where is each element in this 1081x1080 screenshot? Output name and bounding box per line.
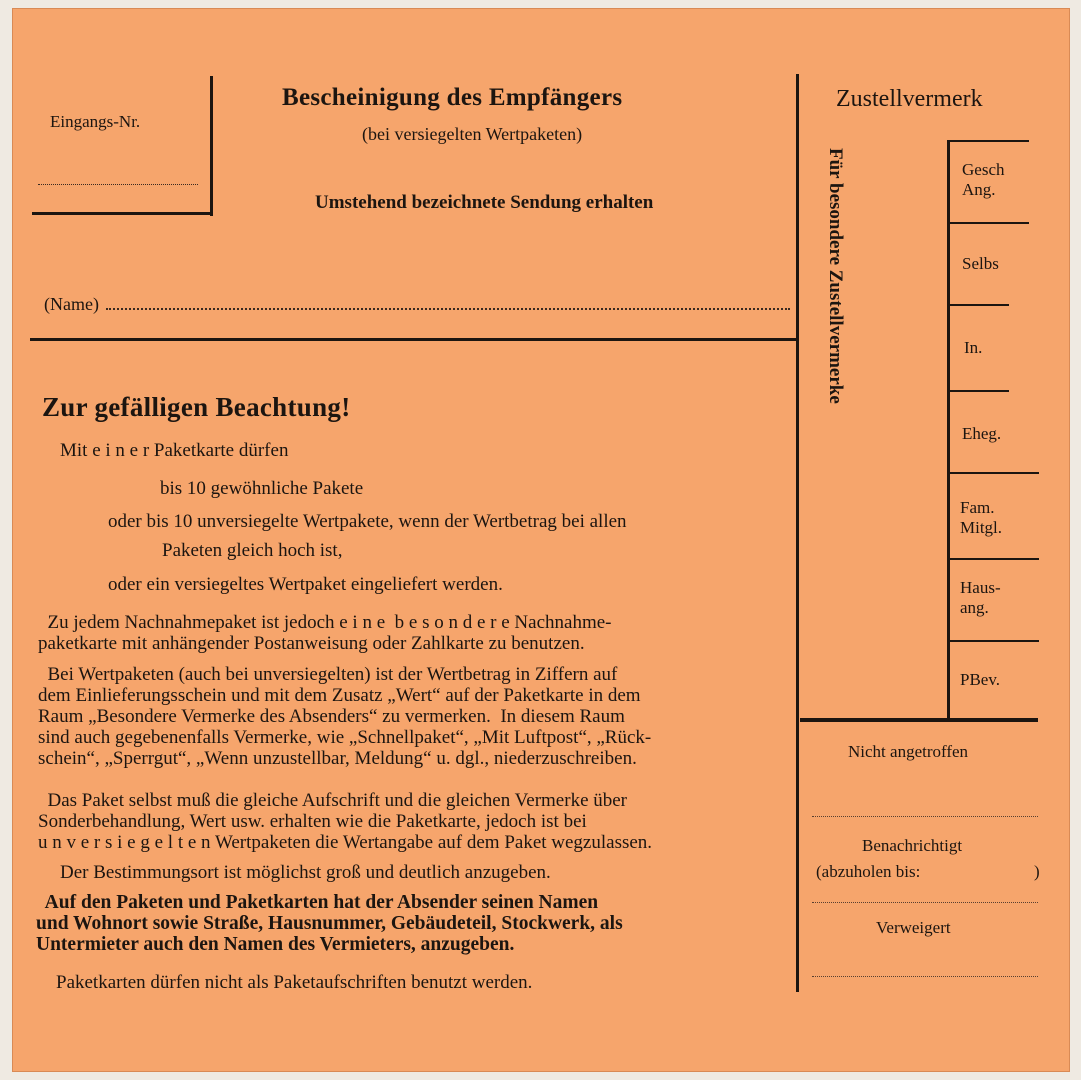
- delivery-heading: Zustellvermerk: [836, 86, 983, 112]
- box-label-5: Fam. Mitgl.: [960, 498, 1003, 537]
- notice-heading: Zur gefälligen Beachtung!: [42, 392, 351, 422]
- box-line-4: [949, 472, 1039, 474]
- name-label: (Name): [44, 294, 99, 314]
- notice-paragraph-value: Bei Wertpaketen (auch bei unversiegelten) ist der Wertbetrag in Ziffern auf dem Einlieferungsschein und mit dem Zusatz „Wert“ auf der Paketkarte in dem Raum „Besondere Vermerke des Absenders“ zu vermerken. In diesem Raum sind auch gegebenenfalls Vermerke, wie „Schnellpaket“, „Mit Luftpost“, „Rück- schein“, „Sperrgut“, „Wenn unzustellbar, Meldung“ u. dgl., niederzuschreiben.: [38, 664, 652, 769]
- box-line-1: [949, 222, 1029, 224]
- notice-line-4: Paketen gleich hoch ist,: [162, 540, 343, 561]
- entry-box-bottom-border: [32, 212, 213, 215]
- entry-box-right-border: [210, 76, 213, 216]
- notice-line-3: oder bis 10 unversiegelte Wertpakete, wenn der Wertbetrag bei allen: [108, 511, 627, 532]
- notified-label: Benachrichtigt: [862, 836, 963, 855]
- delivery-divider: [800, 718, 1038, 722]
- notice-line-1: Mit e i n e r Paketkarte dürfen: [60, 440, 289, 461]
- box-line-2: [949, 304, 1009, 306]
- box-label-6: Haus- ang.: [960, 578, 1001, 617]
- box-label-4: Eheg.: [962, 424, 1002, 443]
- not-found-line: [812, 816, 1038, 817]
- refused-line: [812, 976, 1038, 977]
- box-line-6: [949, 640, 1039, 642]
- received-statement: Umstehend bezeichnete Sendung erhalten: [315, 192, 654, 213]
- notice-paragraph-labels: Paketkarten dürfen nicht als Paketaufschriften benutzt werden.: [56, 972, 533, 993]
- parcel-card-back: [12, 8, 1070, 1072]
- entry-number-line: [38, 184, 198, 185]
- name-line: [106, 308, 790, 310]
- box-label-2: Selbs: [962, 254, 999, 273]
- notice-paragraph-labeling: Das Paket selbst muß die gleiche Aufschrift und die gleichen Vermerke über Sonderbehandlung, Wert usw. erhalten wie die Paketkarte, jedoch ist bei u n v e r s i e g e l t e n Wertpaketen die Wertangabe auf dem Paket wegzulassen.: [38, 790, 653, 853]
- certificate-subtitle: (bei versiegelten Wertpaketen): [362, 124, 583, 144]
- boxes-left-border: [947, 140, 950, 720]
- section-divider: [30, 338, 796, 341]
- notice-paragraph-cod: Zu jedem Nachnahmepaket ist jedoch e i n e b e s o n d e r e Nachnahme- paketkarte mit anhängender Postanweisung oder Zahlkarte zu benutzen.: [38, 612, 612, 654]
- pickup-close-paren: ): [1034, 862, 1040, 881]
- box-label-7: PBev.: [960, 670, 1000, 689]
- column-divider: [796, 74, 799, 992]
- special-notes-vertical-label: Für besondere Zustellvermerke: [825, 148, 846, 404]
- notice-paragraph-destination: Der Bestimmungsort ist möglichst groß und deutlich anzugeben.: [60, 862, 551, 883]
- notice-line-2: bis 10 gewöhnliche Pakete: [160, 478, 364, 499]
- box-line-5: [949, 558, 1039, 560]
- box-line-3: [949, 390, 1009, 392]
- notified-line: [812, 902, 1038, 903]
- entry-number-label: Eingangs-Nr.: [50, 112, 141, 131]
- notice-paragraph-sender: Auf den Paketen und Paketkarten hat der Absender seinen Namen und Wohnort sowie Straße, Hausnummer, Gebäudeteil, Stockwerk, als Untermieter auch den Namen des Vermieters, anzugeben.: [36, 892, 623, 955]
- box-label-1: Gesch Ang.: [962, 160, 1005, 199]
- box-line-0: [949, 140, 1029, 142]
- certificate-title: Bescheinigung des Empfängers: [282, 84, 623, 111]
- refused-label: Verweigert: [876, 918, 951, 937]
- pickup-label: (abzuholen bis:: [816, 862, 921, 881]
- box-label-3: In.: [964, 338, 983, 357]
- not-found-label: Nicht angetroffen: [848, 742, 969, 761]
- notice-line-5: oder ein versiegeltes Wertpaket eingeliefert werden.: [108, 574, 503, 595]
